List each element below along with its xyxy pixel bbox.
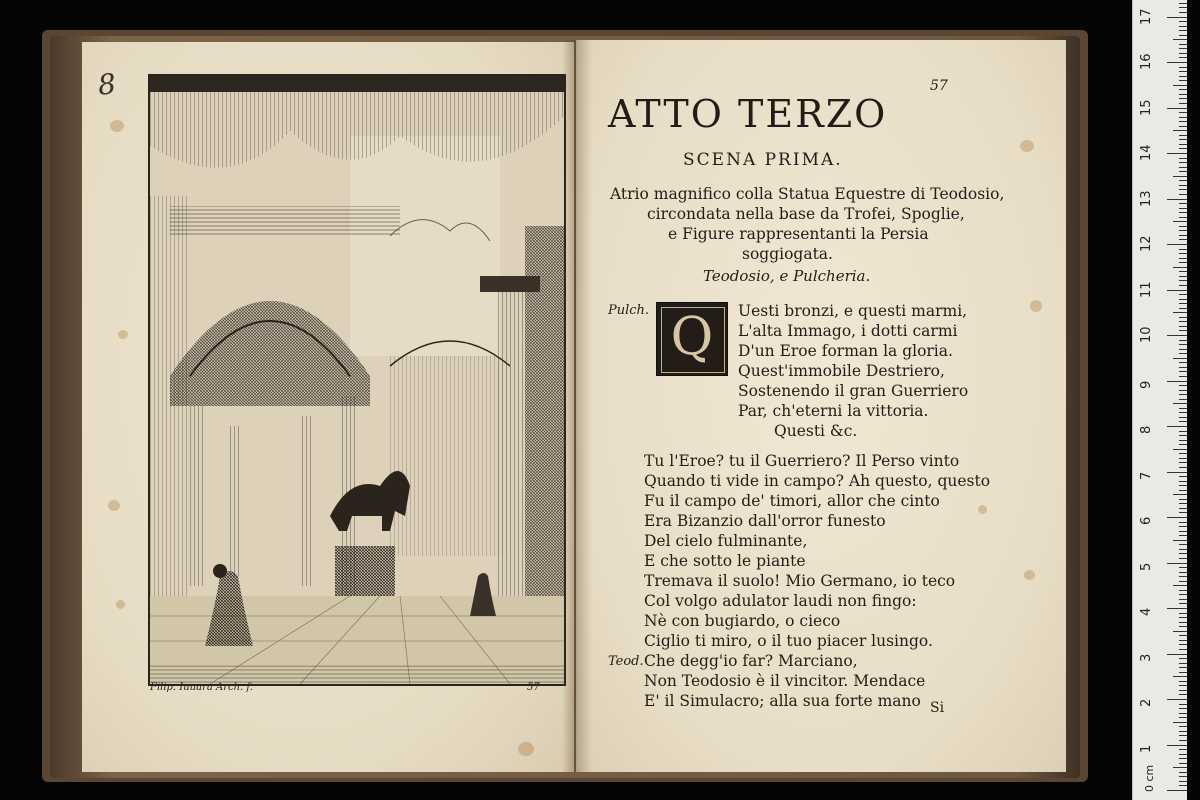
recitative-line: Ciglio ti miro, o il tuo piacer lusingo. [644, 632, 933, 650]
ruler-tick [1179, 440, 1187, 441]
ruler-tick [1179, 48, 1187, 49]
ruler-tick [1179, 421, 1187, 422]
ruler-tick [1179, 30, 1187, 31]
ruler-tick [1179, 617, 1187, 618]
ruler-number: 17 [1139, 7, 1154, 25]
foxing-spot [1020, 140, 1034, 152]
ruler-tick [1179, 117, 1187, 118]
ruler-tick [1179, 53, 1187, 54]
recitative-line: Tremava il suolo! Mio Germano, io teco [644, 572, 956, 590]
ruler-tick [1167, 745, 1187, 746]
manuscript-number: 8 [96, 67, 118, 102]
ruler-tick [1179, 208, 1187, 209]
ruler-tick [1179, 694, 1187, 695]
ruler-number: 12 [1139, 235, 1154, 252]
ruler-tick [1179, 663, 1187, 664]
ruler-number: 9 [1139, 380, 1154, 389]
ruler-tick [1179, 26, 1187, 27]
ruler-number: 8 [1139, 425, 1154, 434]
ruler-tick [1173, 585, 1187, 586]
ruler-tick [1179, 239, 1187, 240]
ruler-tick [1179, 280, 1187, 281]
ruler-tick [1179, 467, 1187, 468]
ruler-tick [1179, 103, 1187, 104]
ruler-tick [1179, 544, 1187, 545]
aria-line: L'alta Immago, i dotti carmi [738, 322, 958, 340]
ruler-tick [1173, 312, 1187, 313]
ruler-tick [1167, 381, 1187, 382]
ruler-tick [1179, 349, 1187, 350]
ruler-tick [1179, 444, 1187, 445]
ruler-tick [1179, 94, 1187, 95]
ruler-tick [1173, 39, 1187, 40]
ruler-tick [1179, 731, 1187, 732]
ruler-tick [1167, 426, 1187, 427]
ruler-tick [1179, 558, 1187, 559]
ruler-tick [1179, 299, 1187, 300]
ruler-tick [1179, 772, 1187, 773]
ruler-tick [1179, 726, 1187, 727]
ruler-tick [1173, 631, 1187, 632]
ruler-tick [1167, 199, 1187, 200]
ruler-tick [1179, 740, 1187, 741]
act-title: ATTO TERZO [608, 92, 888, 136]
ruler-tick [1179, 581, 1187, 582]
ruler-tick [1179, 185, 1187, 186]
engraved-plate [148, 74, 566, 686]
ruler-tick [1179, 253, 1187, 254]
ruler-tick [1179, 376, 1187, 377]
recitative-line: E che sotto le piante [644, 552, 806, 570]
foxing-spot [108, 500, 120, 511]
ruler-tick [1179, 148, 1187, 149]
ruler-tick [1179, 522, 1187, 523]
ruler-tick [1179, 139, 1187, 140]
ruler-tick [1179, 7, 1187, 8]
stage-direction-line: soggiogata. [742, 245, 833, 263]
ruler-tick [1179, 294, 1187, 295]
ruler-tick [1179, 180, 1187, 181]
foxing-spot [1030, 300, 1042, 312]
ruler-number: 6 [1139, 516, 1154, 525]
ruler-tick [1179, 613, 1187, 614]
ruler-tick [1179, 303, 1187, 304]
ruler-tick [1179, 462, 1187, 463]
ruler-tick [1179, 112, 1187, 113]
ruler-tick [1173, 221, 1187, 222]
ruler-tick [1179, 80, 1187, 81]
aria-line: D'un Eroe forman la gloria. [738, 342, 953, 360]
ruler-number: 11 [1139, 280, 1154, 298]
ruler-tick [1179, 594, 1187, 595]
ruler-tick [1179, 226, 1187, 227]
ruler-tick [1179, 308, 1187, 309]
ruler-number: 2 [1139, 698, 1154, 707]
aria-line: Par, ch'eterni la vittoria. [738, 402, 929, 420]
ruler-tick [1179, 203, 1187, 204]
ruler-tick [1179, 635, 1187, 636]
ruler-number: 16 [1139, 53, 1154, 70]
ruler-tick [1179, 362, 1187, 363]
ruler-tick [1179, 144, 1187, 145]
ruler-tick [1179, 785, 1187, 786]
foxing-spot [110, 120, 124, 132]
ruler-tick [1179, 681, 1187, 682]
ruler-tick [1179, 640, 1187, 641]
ruler-tick [1179, 326, 1187, 327]
foxing-spot [116, 600, 125, 609]
ruler-tick [1179, 576, 1187, 577]
ruler-tick [1179, 417, 1187, 418]
ruler-number: 10 [1139, 326, 1154, 343]
ruler-tick [1179, 763, 1187, 764]
ruler-tick [1173, 85, 1187, 86]
recitative-line: Era Bizanzio dall'orror funesto [644, 512, 886, 530]
ruler-tick [1173, 676, 1187, 677]
ruler-tick [1179, 531, 1187, 532]
ruler-tick [1167, 699, 1187, 700]
ruler-tick [1179, 735, 1187, 736]
ruler-tick [1179, 35, 1187, 36]
ruler-tick [1179, 572, 1187, 573]
ruler-tick [1173, 449, 1187, 450]
ruler-tick [1173, 358, 1187, 359]
ruler-tick [1179, 340, 1187, 341]
ruler-tick [1179, 458, 1187, 459]
ruler-tick [1179, 162, 1187, 163]
ruler-tick [1179, 126, 1187, 127]
ruler-tick [1179, 321, 1187, 322]
ruler-tick [1179, 317, 1187, 318]
architectural-engraving [150, 76, 564, 684]
ruler-tick [1179, 476, 1187, 477]
ruler-tick [1173, 130, 1187, 131]
aria-line: Quest'immobile Destriero, [738, 362, 945, 380]
ruler-tick [1179, 262, 1187, 263]
ruler-tick [1173, 540, 1187, 541]
ruler-number: 5 [1139, 562, 1154, 571]
ruler-tick [1179, 453, 1187, 454]
ruler-tick [1179, 258, 1187, 259]
ruler-tick [1173, 767, 1187, 768]
ruler-number: 14 [1139, 144, 1154, 161]
ruler-tick [1179, 285, 1187, 286]
ruler-tick [1179, 490, 1187, 491]
ruler-number: 1 [1139, 744, 1154, 753]
ruler-tick [1167, 108, 1187, 109]
ruler-tick [1179, 499, 1187, 500]
measurement-ruler [1132, 0, 1187, 800]
stage-direction-line: Atrio magnifico colla Statua Equestre di Teodosio, [610, 185, 1005, 203]
ruler-tick [1179, 249, 1187, 250]
ruler-tick [1179, 713, 1187, 714]
ruler-tick [1179, 685, 1187, 686]
recitative-line: Che degg'io far? Marciano, [644, 652, 858, 670]
ruler-tick [1167, 472, 1187, 473]
ruler-tick [1179, 644, 1187, 645]
ruler-tick [1179, 385, 1187, 386]
ruler-tick [1179, 330, 1187, 331]
ruler-tick [1179, 12, 1187, 13]
recitative-line: Nè con bugiardo, o cieco [644, 612, 841, 630]
ruler-tick [1179, 603, 1187, 604]
ruler-tick [1173, 176, 1187, 177]
ruler-number: 7 [1139, 471, 1154, 480]
ruler-tick [1179, 690, 1187, 691]
recitative-line: Tu l'Eroe? tu il Guerriero? Il Perso vinto [644, 452, 960, 470]
ruler-tick [1179, 212, 1187, 213]
decorated-initial [656, 302, 728, 376]
ruler-tick [1179, 758, 1187, 759]
plate-page-number: 57 [527, 682, 540, 693]
ruler-tick [1179, 717, 1187, 718]
ruler-tick [1179, 271, 1187, 272]
ruler-tick [1179, 512, 1187, 513]
ruler-tick [1179, 67, 1187, 68]
catchword: Si [930, 700, 945, 716]
ruler-tick [1173, 403, 1187, 404]
ruler-tick [1179, 658, 1187, 659]
ruler-unit-label: 0 cm [1143, 764, 1156, 792]
recitative-line: E' il Simulacro; alla sua forte mano [644, 692, 921, 710]
ruler-tick [1179, 412, 1187, 413]
ruler-tick [1179, 776, 1187, 777]
ruler-tick [1167, 608, 1187, 609]
ruler-tick [1179, 167, 1187, 168]
ruler-tick [1167, 563, 1187, 564]
ruler-tick [1179, 408, 1187, 409]
ruler-tick [1179, 367, 1187, 368]
ruler-tick [1179, 344, 1187, 345]
ruler-tick [1167, 335, 1187, 336]
ruler-tick [1179, 649, 1187, 650]
characters-line: Teodosio, e Pulcheria. [703, 267, 871, 285]
ruler-tick [1179, 189, 1187, 190]
ruler-tick [1179, 44, 1187, 45]
ruler-tick [1179, 526, 1187, 527]
ruler-tick [1167, 290, 1187, 291]
page-number: 57 [930, 78, 948, 94]
ruler-tick [1179, 626, 1187, 627]
ruler-tick [1173, 722, 1187, 723]
ruler-tick [1179, 71, 1187, 72]
ruler-tick [1179, 672, 1187, 673]
ruler-tick [1179, 230, 1187, 231]
foxing-spot [978, 505, 987, 514]
ruler-tick [1179, 704, 1187, 705]
engraver-signature: Filip. Iuuara Arch. f. [150, 682, 253, 693]
speaker-label: Pulch. [608, 303, 650, 318]
ruler-tick [1167, 654, 1187, 655]
ruler-tick [1179, 235, 1187, 236]
ruler-tick [1179, 399, 1187, 400]
ruler-tick [1179, 485, 1187, 486]
ruler-tick [1179, 121, 1187, 122]
foxing-spot [518, 742, 534, 756]
ruler-number: 3 [1139, 653, 1154, 662]
recitative-line: Non Teodosio è il vincitor. Mendace [644, 672, 926, 690]
scene-title: SCENA PRIMA. [683, 150, 843, 170]
ruler-tick [1179, 622, 1187, 623]
ruler-tick [1179, 535, 1187, 536]
aria-repeat: Questi &c. [774, 422, 858, 440]
aria-line: Sostenendo il gran Guerriero [738, 382, 969, 400]
ruler-tick [1179, 171, 1187, 172]
recitative-line: Quando ti vide in campo? Ah questo, questo [644, 472, 991, 490]
recitative-line: Del cielo fulminante, [644, 532, 808, 550]
ruler-tick [1179, 89, 1187, 90]
foxing-spot [1024, 570, 1035, 580]
recitative-line: Col volgo adulator laudi non fingo: [644, 592, 917, 610]
ruler-tick [1173, 494, 1187, 495]
foxing-spot [118, 330, 128, 339]
ruler-tick [1179, 3, 1187, 4]
ruler-tick [1179, 667, 1187, 668]
ruler-tick [1179, 590, 1187, 591]
ruler-tick [1167, 517, 1187, 518]
ruler-tick [1179, 353, 1187, 354]
ruler-tick [1179, 567, 1187, 568]
ruler-tick [1179, 194, 1187, 195]
ruler-tick [1179, 435, 1187, 436]
ruler-tick [1179, 57, 1187, 58]
ruler-tick [1167, 17, 1187, 18]
ruler-tick [1167, 153, 1187, 154]
book-gutter [562, 40, 592, 772]
ruler-tick [1179, 781, 1187, 782]
ruler-tick [1179, 21, 1187, 22]
ruler-tick [1179, 553, 1187, 554]
ruler-tick [1179, 217, 1187, 218]
ruler-tick [1167, 790, 1187, 791]
ruler-number: 4 [1139, 607, 1154, 616]
aria-line: Uesti bronzi, e questi marmi, [738, 302, 968, 320]
ruler-tick [1179, 371, 1187, 372]
ruler-tick [1179, 394, 1187, 395]
ruler-tick [1179, 508, 1187, 509]
ruler-tick [1179, 158, 1187, 159]
ruler-tick [1179, 135, 1187, 136]
ruler-tick [1167, 244, 1187, 245]
ruler-tick [1179, 549, 1187, 550]
recitative-line: Fu il campo de' timori, allor che cinto [644, 492, 940, 510]
ruler-tick [1179, 503, 1187, 504]
ruler-tick [1179, 754, 1187, 755]
initial-letter: Q [670, 307, 714, 367]
stage-direction-line: circondata nella base da Trofei, Spoglie, [647, 205, 965, 223]
ruler-tick [1173, 267, 1187, 268]
ruler-tick [1179, 431, 1187, 432]
ruler-tick [1179, 599, 1187, 600]
ruler-tick [1179, 708, 1187, 709]
ruler-tick [1179, 276, 1187, 277]
stage-direction-line: e Figure rappresentanti la Persia [668, 225, 929, 243]
ruler-tick [1179, 390, 1187, 391]
ruler-number: 13 [1139, 189, 1154, 207]
ruler-tick [1179, 481, 1187, 482]
ruler-tick [1167, 62, 1187, 63]
ruler-tick [1179, 749, 1187, 750]
ruler-tick [1179, 98, 1187, 99]
speaker-label: Teod. [608, 654, 644, 669]
ruler-number: 15 [1139, 98, 1154, 116]
ruler-tick [1179, 76, 1187, 77]
